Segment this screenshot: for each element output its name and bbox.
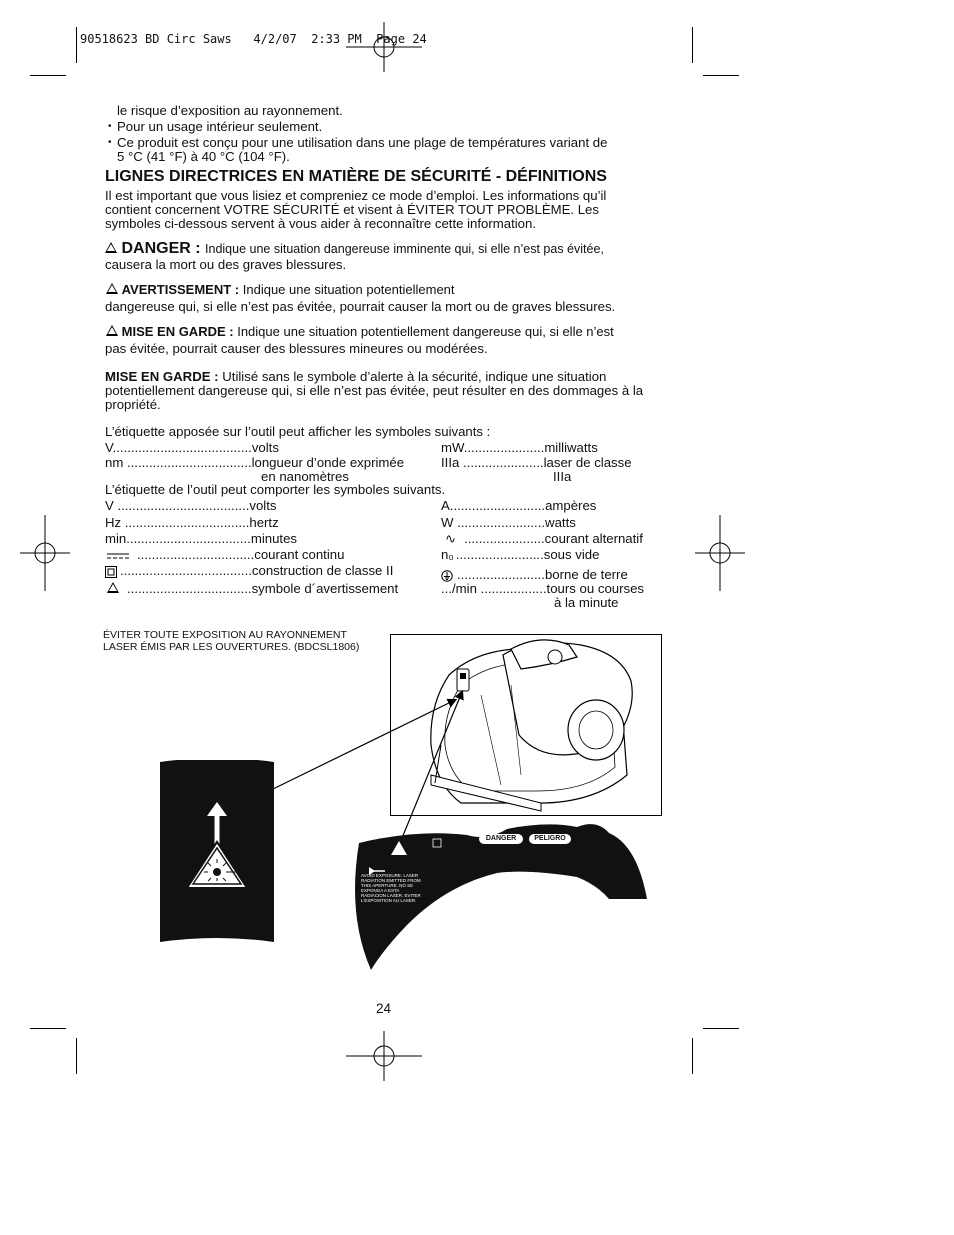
- laser-label-side: [347, 815, 651, 973]
- bullet-temperature-1: Ce produit est conçu pour une utilisation dans une plage de températures variant de: [117, 135, 608, 150]
- sym-row-nm-2: en nanomètres: [261, 469, 349, 484]
- section-para-1: Il est important que vous lisiez et compreniez ce mode d’emploi. Les informations qu’il: [105, 188, 607, 203]
- sym-row-mw: mW......................milliwatts: [441, 440, 598, 455]
- sym-row-dc: ................................courant continu: [107, 548, 344, 562]
- figure-caption-1: ÉVITER TOUTE EXPOSITION AU RAYONNEMENT: [103, 629, 347, 641]
- sym-row-iiia-2: IIIa: [553, 469, 572, 484]
- sym-row-class2: ....................................construction de classe II: [105, 564, 393, 578]
- warning-text: Indique une situation potentiellement: [242, 282, 455, 297]
- sym-row-v: V ....................................volts: [105, 498, 277, 513]
- sym-row-rpm: .../min ..................tours ou courses: [441, 581, 645, 596]
- warning-text-2: dangereuse qui, si elle n’est pas évitée, pourrait causer la mort ou de graves blessures.: [105, 299, 616, 314]
- print-slug: 90518623 BD Circ Saws 4/2/07 2:33 PM Page 24: [80, 32, 427, 46]
- intro-line: le risque d’exposition au rayonnement.: [117, 103, 343, 118]
- peligro-badge: PELIGRO: [529, 834, 571, 844]
- caution2-text-2: potentiellement dangereuse qui, si elle n’est pas évitée, peut résulter en des dommages à la: [105, 383, 644, 398]
- caution2-label: MISE EN GARDE :: [105, 369, 219, 384]
- sym-row-w: W ........................watts: [441, 515, 576, 530]
- sym-row-rpm-2: à la minute: [554, 595, 619, 610]
- caution2-text-3: propriété.: [105, 397, 161, 412]
- figure-caption-2: LASER ÉMIS PAR LES OUVERTURES. (BDCSL1806): [103, 641, 360, 653]
- bullet-indoor: Pour un usage intérieur seulement.: [117, 119, 323, 134]
- bullet-dot: •: [108, 137, 112, 148]
- section-para-2: contient concernent VOTRE SÉCURITÉ et visent à ÉVITER TOUT PROBLÈME. Les: [105, 202, 599, 217]
- sym-row-volts: V......................................volts: [105, 440, 279, 455]
- sym-row-hz: Hz ..................................hertz: [105, 515, 279, 530]
- symbols-intro-1: L’étiquette apposée sur l’outil peut afficher les symboles suivants :: [105, 424, 491, 439]
- caution2-text: Utilisé sans le symbole d’alerte à la sécurité, indique une situation: [222, 369, 607, 384]
- warning-label: AVERTISSEMENT :: [121, 282, 240, 297]
- page-number: 24: [376, 1001, 392, 1016]
- caution-label: MISE EN GARDE :: [121, 324, 234, 339]
- symbols-intro-2: L’étiquette de l’outil peut comporter les symboles suivants.: [105, 482, 446, 497]
- sym-row-min: min..................................minutes: [105, 531, 298, 546]
- alternating-current-icon: ∿: [445, 531, 457, 546]
- danger-badge: DANGER: [479, 834, 523, 844]
- caution-text: Indique une situation potentiellement dangereuse qui, si elle n’est: [237, 324, 614, 339]
- caution-text-2: pas évitée, pourrait causer des blessures mineures ou modérées.: [105, 341, 488, 356]
- bullet-dot: •: [108, 121, 112, 132]
- sym-row-warning: ..................................symbole d´avertissement: [107, 582, 398, 596]
- sym-row-earth: ........................borne de terre: [441, 568, 628, 582]
- danger-text: Indique une situation dangereuse imminente qui, si elle n’est pas évitée,: [205, 242, 604, 256]
- danger-text-2: causera la mort ou des graves blessures.: [105, 257, 347, 272]
- no-load-speed-icon: n₀: [441, 547, 454, 562]
- label-fine-print: AVOID EXPOSURE. LASER RADIATION EMITTED FROM THIS APERTURE. NO SE EXPONGA A ESTA RADIACION LASER. EVITER L'EXPOSITION AU LASER.: [361, 873, 421, 903]
- danger-label: DANGER :: [121, 240, 201, 257]
- sym-row-iiia: IIIa ......................laser de classe: [441, 455, 632, 470]
- section-heading: LIGNES DIRECTRICES EN MATIÈRE DE SÉCURITÉ - DÉFINITIONS: [105, 168, 607, 185]
- bullet-temperature-2: 5 °C (41 °F) à 40 °C (104 °F).: [117, 149, 290, 164]
- section-para-3: symboles ci-dessous servent à vous aider à reconnaître cette information.: [105, 216, 537, 231]
- laser-label-front: [160, 760, 274, 944]
- sym-row-ac: ∿ ......................courant alternatif: [445, 531, 643, 546]
- sym-row-no: n₀ ........................sous vide: [441, 547, 600, 562]
- sym-row-a: A..........................ampères: [441, 498, 597, 513]
- sym-row-nm: nm ..................................longueur d’onde exprimée: [105, 455, 405, 470]
